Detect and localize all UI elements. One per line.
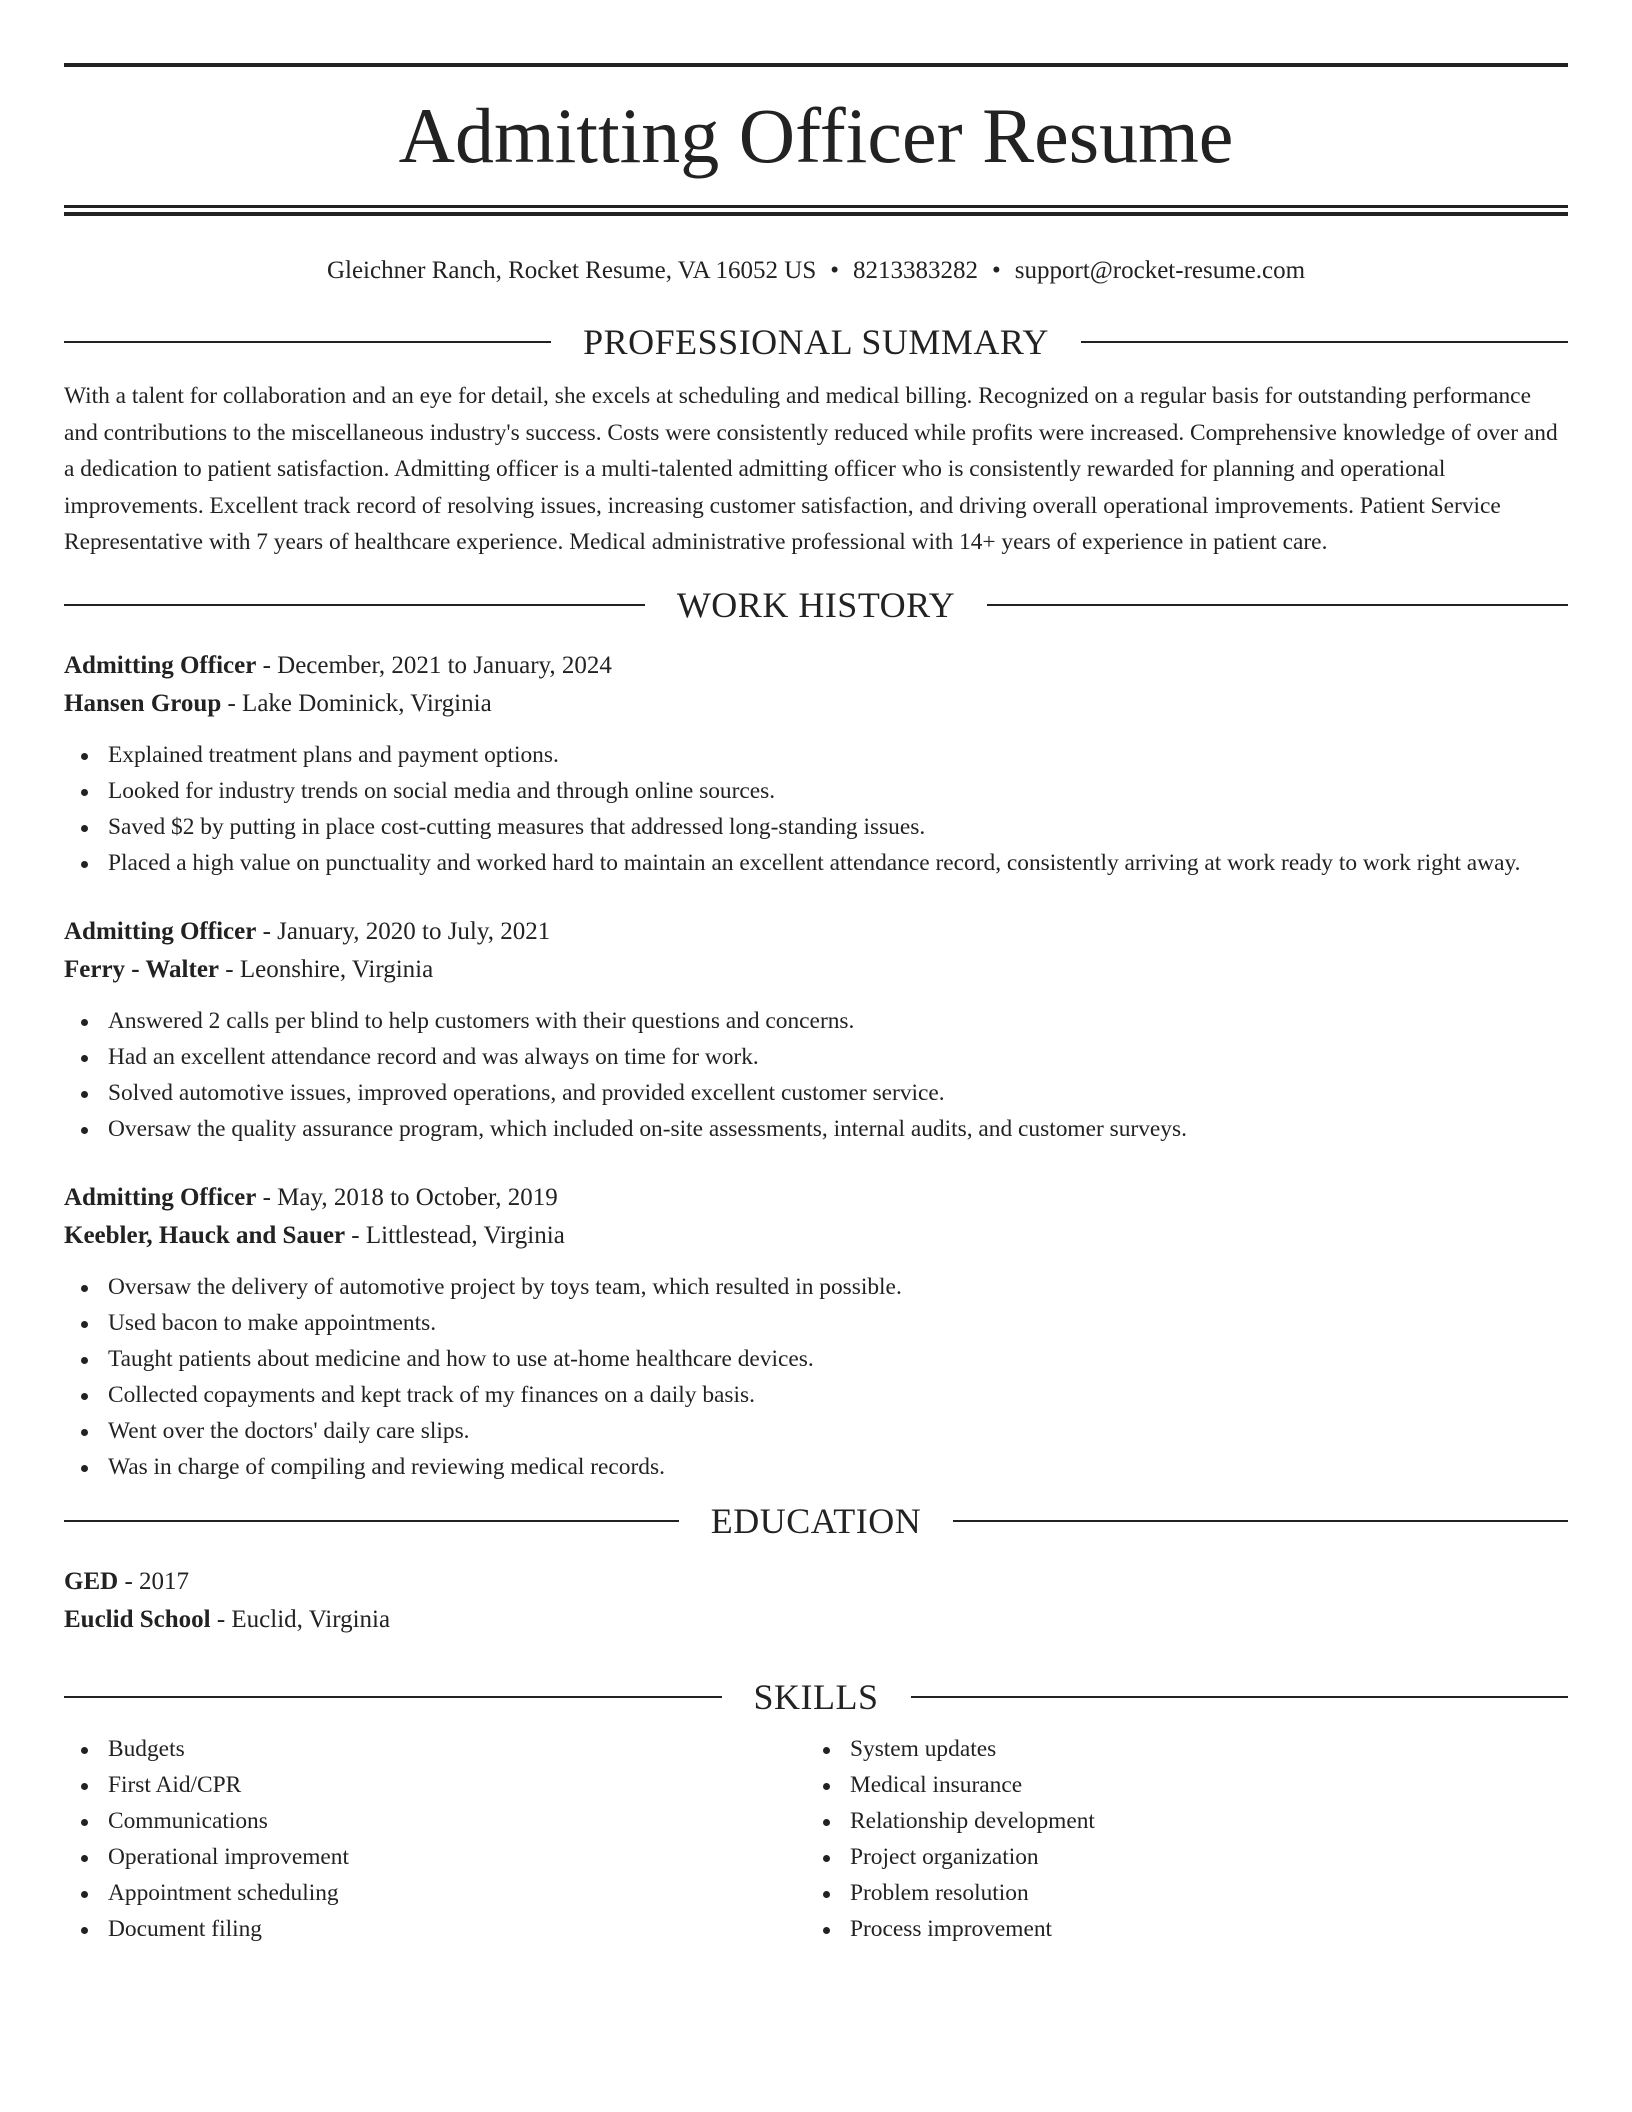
- list-item: Went over the doctors' daily care slips.: [64, 1413, 1568, 1449]
- list-item: Used bacon to make appointments.: [64, 1305, 1568, 1341]
- job-title: Admitting Officer: [64, 917, 257, 945]
- skill-item: Problem resolution: [806, 1875, 1548, 1911]
- list-item: Collected copayments and kept track of my finances on a daily basis.: [64, 1377, 1568, 1413]
- skill-item: Project organization: [806, 1839, 1548, 1875]
- skill-item: Relationship development: [806, 1803, 1548, 1839]
- list-item: Taught patients about medicine and how to use at-home healthcare devices.: [64, 1341, 1568, 1377]
- section-title: WORK HISTORY: [676, 584, 956, 625]
- education-school: Euclid School: [64, 1605, 211, 1633]
- job-location: - Leonshire, Virginia: [219, 955, 434, 983]
- skill-item: Process improvement: [806, 1911, 1548, 1947]
- job-location: - Lake Dominick, Virginia: [221, 689, 492, 717]
- job-dates: - December, 2021 to January, 2024: [256, 651, 612, 679]
- section-title: SKILLS: [753, 1676, 879, 1717]
- heading-rule: [64, 341, 551, 343]
- list-item: Saved $2 by putting in place cost-cutting measures that addressed long-standing issues.: [64, 809, 1568, 845]
- job-company: Hansen Group: [64, 689, 222, 717]
- heading-rule: [64, 604, 645, 606]
- header-top-rule: [64, 63, 1568, 67]
- contact-separator: •: [992, 257, 1001, 284]
- resume-title: Admitting Officer Resume: [398, 92, 1234, 179]
- skill-item: First Aid/CPR: [64, 1767, 806, 1803]
- list-item: Oversaw the quality assurance program, which included on-site assessments, internal audits, and customer surveys.: [64, 1111, 1568, 1147]
- job-entry: [64, 1179, 1568, 1485]
- list-item: Answered 2 calls per blind to help customers with their questions and concerns.: [64, 1003, 1568, 1039]
- section-title: PROFESSIONAL SUMMARY: [583, 322, 1049, 362]
- section-heading-skills: [64, 1675, 1568, 1719]
- job-company-line: [64, 1217, 1568, 1255]
- job-bullets: [64, 1003, 1568, 1147]
- job-title: Admitting Officer: [64, 651, 257, 679]
- job-title-line: [64, 647, 1568, 685]
- list-item: Was in charge of compiling and reviewing medical records.: [64, 1449, 1568, 1485]
- skill-item: Communications: [64, 1803, 806, 1839]
- skills-list-left: [64, 1731, 806, 1947]
- job-company: Ferry - Walter: [64, 955, 220, 983]
- list-item: Placed a high value on punctuality and worked hard to maintain an excellent attendance record, consistently arriving at work ready to work right away.: [64, 845, 1568, 881]
- heading-rule: [953, 1520, 1568, 1522]
- heading-rule: [1081, 341, 1568, 343]
- contact-phone: 8213383282: [853, 257, 978, 284]
- education-location: - Euclid, Virginia: [210, 1605, 391, 1633]
- heading-rule: [64, 1696, 722, 1698]
- contact-address: Gleichner Ranch, Rocket Resume, VA 16052 US: [326, 257, 817, 284]
- education-degree: GED: [64, 1567, 119, 1595]
- skill-item: System updates: [806, 1731, 1548, 1767]
- section-heading-work: [64, 583, 1568, 627]
- list-item: Looked for industry trends on social media and through online sources.: [64, 773, 1568, 809]
- heading-rule: [987, 604, 1568, 606]
- header-double-rule: [64, 205, 1568, 216]
- job-company: Keebler, Hauck and Sauer: [64, 1221, 346, 1249]
- education-year: - 2017: [118, 1567, 190, 1595]
- heading-rule: [911, 1696, 1569, 1698]
- list-item: Solved automotive issues, improved operations, and provided excellent customer service.: [64, 1075, 1568, 1111]
- job-company-line: [64, 951, 1568, 989]
- skill-item: Document filing: [64, 1911, 806, 1947]
- contact-separator: •: [830, 257, 839, 284]
- section-heading-education: [64, 1499, 1568, 1543]
- job-bullets: [64, 737, 1568, 881]
- section-title: EDUCATION: [710, 1500, 922, 1541]
- job-dates: - January, 2020 to July, 2021: [256, 917, 551, 945]
- job-entry: [64, 913, 1568, 1147]
- job-location: - Littlestead, Virginia: [345, 1221, 565, 1249]
- list-item: Explained treatment plans and payment options.: [64, 737, 1568, 773]
- skill-item: Operational improvement: [64, 1839, 806, 1875]
- skills-list-right: [806, 1731, 1548, 1947]
- list-item: Had an excellent attendance record and was always on time for work.: [64, 1039, 1568, 1075]
- contact-email[interactable]: support@rocket-resume.com: [1014, 257, 1306, 284]
- section-heading-summary: [64, 320, 1568, 364]
- job-title-line: [64, 1179, 1568, 1217]
- job-title-line: [64, 913, 1568, 951]
- education-degree-line: [64, 1563, 1568, 1601]
- job-bullets: [64, 1269, 1568, 1485]
- skill-item: Medical insurance: [806, 1767, 1548, 1803]
- education-school-line: [64, 1601, 1568, 1639]
- job-company-line: [64, 685, 1568, 723]
- list-item: Oversaw the delivery of automotive project by toys team, which resulted in possible.: [64, 1269, 1568, 1305]
- skills-columns: [64, 1731, 1568, 1947]
- skill-item: Budgets: [64, 1731, 806, 1767]
- job-title: Admitting Officer: [64, 1183, 257, 1211]
- education-entry: [64, 1563, 1568, 1639]
- job-entry: [64, 647, 1568, 881]
- resume-page: [64, 0, 1568, 1947]
- skill-item: Appointment scheduling: [64, 1875, 806, 1911]
- contact-line: [64, 256, 1568, 286]
- summary-text: With a talent for collaboration and an eye for detail, she excels at scheduling and medical billing. Recognized on a regular basis for outstanding performance and contributions to the miscellaneous industry's success. Costs were consistently reduced while profits were increased. Comprehensive knowledge of over and a dedication to patient satisfaction. Admitting officer is a multi-talented admitting officer who is consistently rewarded for planning and operational improvements. Excellent track record of resolving issues, increasing customer satisfaction, and driving overall operational improvements. Patient Service Representative with 7 years of healthcare experience. Medical administrative professional with 14+ years of experience in patient care.: [64, 383, 1558, 555]
- heading-rule: [64, 1520, 679, 1522]
- job-dates: - May, 2018 to October, 2019: [256, 1183, 558, 1211]
